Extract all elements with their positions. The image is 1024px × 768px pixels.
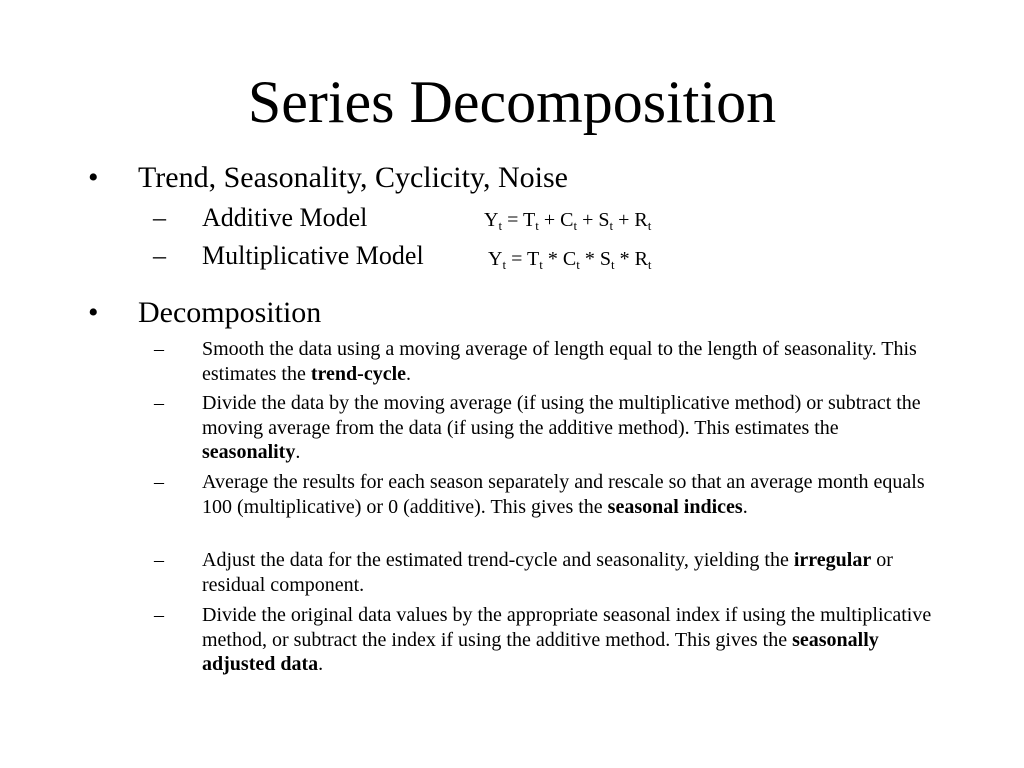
decomposition-step-trend-cycle: Smooth the data using a moving average of length equal to the length of seasonality. This estimates the trend-cycle. bbox=[202, 338, 917, 385]
dash-marker: – bbox=[153, 241, 166, 270]
slide-title: Series Decomposition bbox=[247, 69, 777, 135]
multiplicative-model-label: Multiplicative Model bbox=[202, 241, 424, 270]
bullet-marker: • bbox=[88, 296, 99, 329]
dash-marker: – bbox=[154, 392, 164, 414]
decomposition-step-seasonal-indices: Average the results for each season separately and rescale so that an average month equals 100 (multiplicative) or 0 (additive). This gives the seasonal indices. bbox=[202, 471, 925, 518]
decomposition-step-irregular: Adjust the data for the estimated trend-cycle and seasonality, yielding the irregular or residual component. bbox=[202, 549, 893, 596]
decomposition-step-seasonality: Divide the data by the moving average (if using the multiplicative method) or subtract the moving average from the data (if using the additive method). This estimates the seasonality. bbox=[202, 392, 921, 463]
bullet-components: Trend, Seasonality, Cyclicity, Noise bbox=[138, 161, 568, 194]
decomposition-step-seasonally-adjusted: Divide the original data values by the appropriate seasonal index if using the multiplicative method, or subtract the index if using the additive method. This gives the seasonally adjusted data. bbox=[202, 604, 932, 675]
bullet-decomposition: Decomposition bbox=[138, 296, 322, 329]
bullet-marker: • bbox=[88, 161, 99, 194]
multiplicative-model-formula: $Y_t = T_t * C_t * S_t * R_t$ bbox=[488, 248, 652, 272]
dash-marker: – bbox=[154, 338, 164, 360]
dash-marker: – bbox=[154, 549, 164, 571]
additive-model-formula: $Y_t = T_t + C_t + S_t + R_t$ bbox=[484, 209, 652, 233]
dash-marker: – bbox=[154, 471, 164, 493]
additive-model-label: Additive Model bbox=[202, 203, 368, 232]
dash-marker: – bbox=[154, 604, 164, 626]
dash-marker: – bbox=[153, 203, 166, 232]
